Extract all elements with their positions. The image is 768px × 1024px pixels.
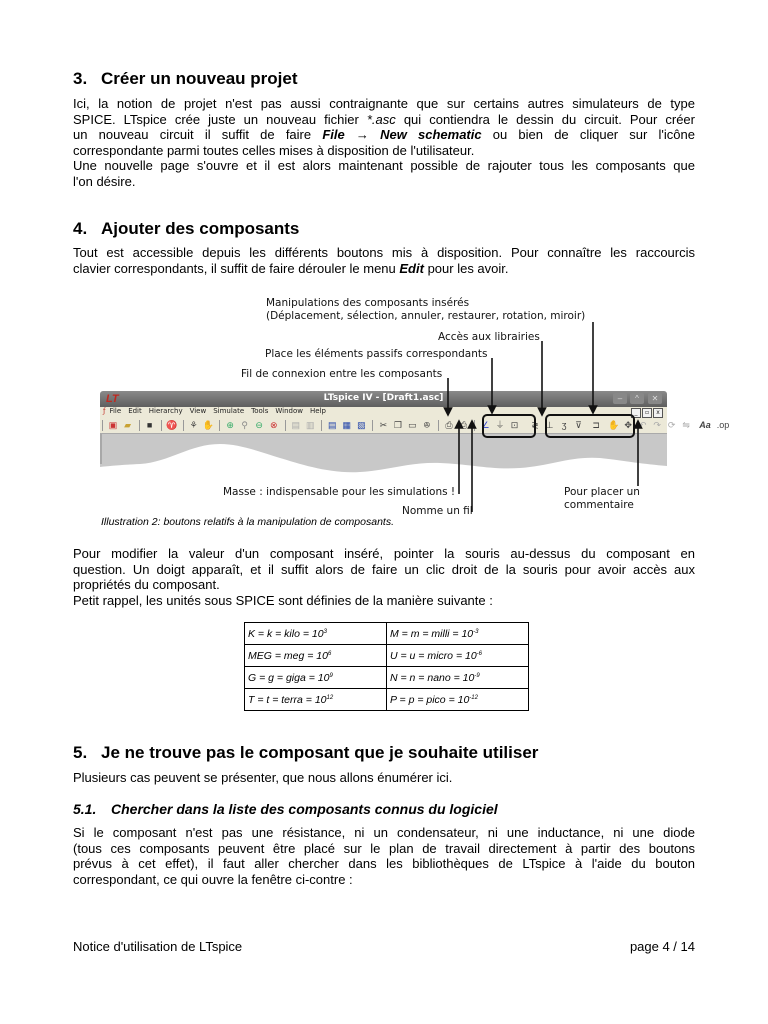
spice-directive-icon[interactable]: .op — [716, 420, 730, 430]
print-setup-icon[interactable]: ⎙ — [445, 420, 453, 430]
annotation-text: Manipulations des composants insérés — [266, 297, 470, 309]
annotation-comment — [564, 486, 640, 512]
text-line: Si le composant n'est pas une résistance, ni un condensateur, ni une inductance, ni une diode — [73, 825, 695, 840]
drag-icon[interactable]: ✥ — [624, 420, 632, 430]
exponent: 6 — [327, 650, 332, 657]
modify-component-paragraph — [73, 546, 695, 608]
menu-file: File — [322, 127, 345, 143]
section-title: Créer un nouveau projet — [101, 69, 298, 88]
exponent: 3 — [323, 628, 327, 635]
section-title: Je ne trouve pas le composant que je souhaite utiliser — [101, 743, 539, 762]
menu-item-view[interactable]: View — [189, 407, 207, 415]
exponent: 12 — [326, 694, 334, 701]
text-line: prévus à cet effet), il faut aller chercher dans les bibliothèques de LTspice à l'aide du bouton — [73, 856, 695, 872]
annotation-text: commentaire — [564, 499, 634, 511]
text-line: Plusieurs cas peuvent se présenter, que nous allons énumérer ici. — [73, 770, 453, 785]
tile-horizontal-icon[interactable]: ▤ — [291, 420, 300, 430]
table-cell — [387, 689, 529, 711]
section-number: 4. — [73, 219, 88, 238]
tile-vertical-icon[interactable]: ▥ — [306, 420, 315, 430]
maximize-icon[interactable]: ^ — [630, 393, 644, 404]
text-icon[interactable]: Aa — [699, 420, 711, 430]
resistor-icon[interactable]: ≷ — [531, 420, 539, 430]
section-4-heading — [73, 219, 299, 239]
annotation-label-net: Nomme un fil — [402, 505, 473, 517]
control-panel-icon[interactable]: ♈ — [166, 420, 178, 430]
menu-item-hierarchy[interactable]: Hierarchy — [148, 407, 183, 415]
new-schematic-icon[interactable]: ▣ — [108, 420, 118, 430]
annotation-text: Pour placer un — [564, 486, 640, 498]
menu-item-tools[interactable]: Tools — [251, 407, 269, 415]
table-cell — [387, 667, 529, 689]
text-line — [73, 261, 695, 277]
section-5-1-heading — [73, 801, 498, 817]
find-icon[interactable]: ꔮ — [423, 420, 431, 430]
exponent: 9 — [329, 672, 333, 679]
text-span: pour les avoir. — [423, 260, 509, 276]
zoom-out-icon[interactable]: ⊖ — [255, 420, 263, 430]
menu-edit: Edit — [399, 260, 424, 276]
halt-icon[interactable]: ✋ — [202, 420, 214, 430]
table-cell — [245, 689, 387, 711]
copy-icon[interactable]: ❐ — [393, 420, 402, 430]
cell-text: P = p = pico = 10 — [390, 693, 470, 706]
mdi-minimize-icon[interactable]: _ — [631, 408, 641, 418]
section-3-heading — [73, 69, 297, 89]
cut-icon[interactable]: ✂ — [379, 420, 388, 430]
file-extension: *.asc — [366, 111, 396, 127]
capacitor-icon[interactable]: ⊥ — [545, 420, 554, 430]
text-line: Pour modifier la valeur d'un composant inséré, pointer la souris au-dessus du composant en — [73, 546, 695, 561]
text-line: Une nouvelle page s'ouvre et il est alors maintenant possible de rajouter tous les composants que — [73, 158, 695, 174]
app-icon: ƒ — [103, 407, 106, 415]
cell-text: G = g = giga = 10 — [248, 671, 330, 684]
print-icon[interactable]: ⎙ — [459, 420, 468, 430]
minimize-icon[interactable]: ‒ — [613, 393, 627, 404]
cell-text: T = t = terra = 10 — [248, 693, 327, 706]
table-cell — [387, 645, 529, 667]
section-number: 5. — [73, 743, 88, 762]
section-5-heading — [73, 743, 538, 763]
annotation-ground: Masse : indispensable pour les simulations ! — [223, 486, 456, 498]
text-line — [73, 127, 695, 143]
close-all-icon[interactable]: ▧ — [357, 420, 366, 430]
text-line: Ici, la notion de projet n'est pas aussi contraignante que sur certains autres simulateurs de type — [73, 96, 695, 111]
text-line: question. Un doigt apparaît, et il suffit alors de faire un clic droit de la souris pour avoir accès aux — [73, 561, 695, 577]
exponent: -9 — [474, 672, 480, 679]
text-line: propriétés du composant. — [73, 577, 220, 593]
table-cell — [245, 645, 387, 667]
table-cell — [245, 667, 387, 689]
undo-icon[interactable]: ↶ — [638, 420, 647, 430]
section-title: Chercher dans la liste des composants connus du logiciel — [111, 801, 498, 817]
annotation-text: (Déplacement, sélection, annuler, restaurer, rotation, miroir) — [266, 310, 586, 322]
cell-text: N = n = nano = 10 — [390, 671, 475, 684]
section-5-intro — [73, 770, 695, 786]
inductor-icon[interactable]: ʒ — [561, 420, 567, 430]
annotation-libraries: Accès aux librairies — [438, 331, 540, 343]
text-line: correspondante parmi toutes celles mises à disposition de l'utilisateur. — [73, 142, 475, 158]
toolbar-illustration — [100, 294, 730, 517]
ltspice-logo-icon: LT — [106, 393, 119, 405]
footer-page-number: page 4 / 14 — [629, 939, 695, 954]
mdi-restore-icon[interactable]: ▫ — [642, 408, 652, 418]
close-icon[interactable]: ✕ — [648, 393, 662, 404]
annotation-passive: Place les éléments passifs correspondants — [265, 348, 488, 360]
menu-item-file[interactable]: File — [109, 407, 122, 415]
annotation-arrows — [100, 294, 667, 514]
zoom-in-icon[interactable]: ⊕ — [226, 420, 234, 430]
cell-text: MEG = meg = 10 — [248, 649, 328, 662]
cell-text: M = m = milli = 10 — [390, 627, 474, 640]
rotate-icon[interactable]: ⟳ — [667, 420, 676, 430]
menu-new-schematic: New schematic — [380, 127, 482, 143]
exponent: -6 — [476, 650, 483, 657]
label-net-icon[interactable]: ⊡ — [510, 420, 519, 430]
diode-icon[interactable]: ⊽ — [575, 420, 582, 430]
pan-icon[interactable]: ⚲ — [241, 420, 248, 430]
mirror-icon[interactable]: ⇋ — [682, 420, 690, 430]
text-line: l'on désire. — [73, 173, 136, 189]
open-icon[interactable]: ▰ — [124, 420, 131, 430]
spice-units-table — [244, 622, 529, 711]
menu-item-help[interactable]: Help — [310, 407, 326, 415]
exponent: -12 — [469, 694, 478, 701]
table-row — [245, 689, 529, 711]
footer-document-title: Notice d'utilisation de LTspice — [73, 939, 243, 954]
text-line: correspondant, ce qui ouvre la fenêtre ci-contre : — [73, 871, 353, 887]
table-row — [245, 667, 529, 689]
text-line: Tout est accessible depuis les différents boutons mis à disposition. Pour connaître les raccourcis — [73, 245, 695, 260]
text-line — [73, 112, 695, 128]
window-list-icon[interactable]: ▦ — [342, 420, 352, 430]
ground-icon[interactable]: ⏚ — [495, 420, 505, 430]
table-cell — [245, 623, 387, 645]
text-span: SPICE. LTspice crée juste un nouveau fichier — [73, 111, 359, 127]
section-title: Ajouter des composants — [101, 219, 300, 238]
run-icon[interactable]: ⚘ — [189, 420, 198, 430]
cell-text: K = k = kilo = 10 — [248, 627, 324, 640]
table-cell — [387, 623, 529, 645]
arrow-glyph: → — [355, 127, 369, 143]
mdi-close-icon[interactable]: x — [653, 408, 663, 418]
menu-item-edit[interactable]: Edit — [128, 407, 142, 415]
text-span: qui contiendra le dessin du circuit. Pour créer — [395, 111, 695, 127]
zoom-fit-icon[interactable]: ⊗ — [269, 420, 278, 430]
move-icon[interactable]: ✋ — [608, 420, 620, 430]
section-number: 3. — [73, 69, 88, 88]
annotation-wire: Fil de connexion entre les composants — [241, 368, 443, 380]
section-number: 5.1. — [73, 801, 97, 817]
menu-item-window[interactable]: Window — [275, 407, 304, 415]
text-line: Petit rappel, les unités sous SPICE sont définies de la manière suivante : — [73, 592, 493, 608]
wire-icon[interactable]: ∠ — [481, 420, 490, 430]
figure-caption: Illustration 2: boutons relatifs à la manipulation de composants. — [101, 516, 395, 528]
save-icon[interactable]: ■ — [146, 420, 153, 430]
text-span: clavier correspondants, il suffit de faire dérouler le menu — [73, 260, 396, 276]
text-span: ou bien de cliquer sur l'icône — [481, 127, 695, 143]
cell-text: U = u = micro = 10 — [390, 649, 477, 662]
cascade-icon[interactable]: ▤ — [328, 420, 337, 430]
component-icon[interactable]: ⊐ — [592, 420, 600, 430]
redo-icon[interactable]: ↷ — [653, 420, 661, 430]
text-line: (tous ces composants peuvent être placé sur le plan de travail directement à partir des boutons — [73, 840, 695, 856]
window-title: LTspice IV - [Draft1.asc] — [323, 393, 444, 403]
text-span: un nouveau circuit il suffit de faire — [73, 127, 312, 143]
table-row — [245, 645, 529, 667]
exponent: -3 — [473, 628, 479, 635]
section-5-1-paragraph — [73, 825, 695, 887]
paste-icon[interactable]: ▭ — [408, 420, 417, 430]
menu-item-simulate[interactable]: Simulate — [213, 407, 245, 415]
section-4-paragraph — [73, 245, 695, 276]
table-row — [245, 623, 529, 645]
section-3-paragraph — [73, 96, 695, 190]
